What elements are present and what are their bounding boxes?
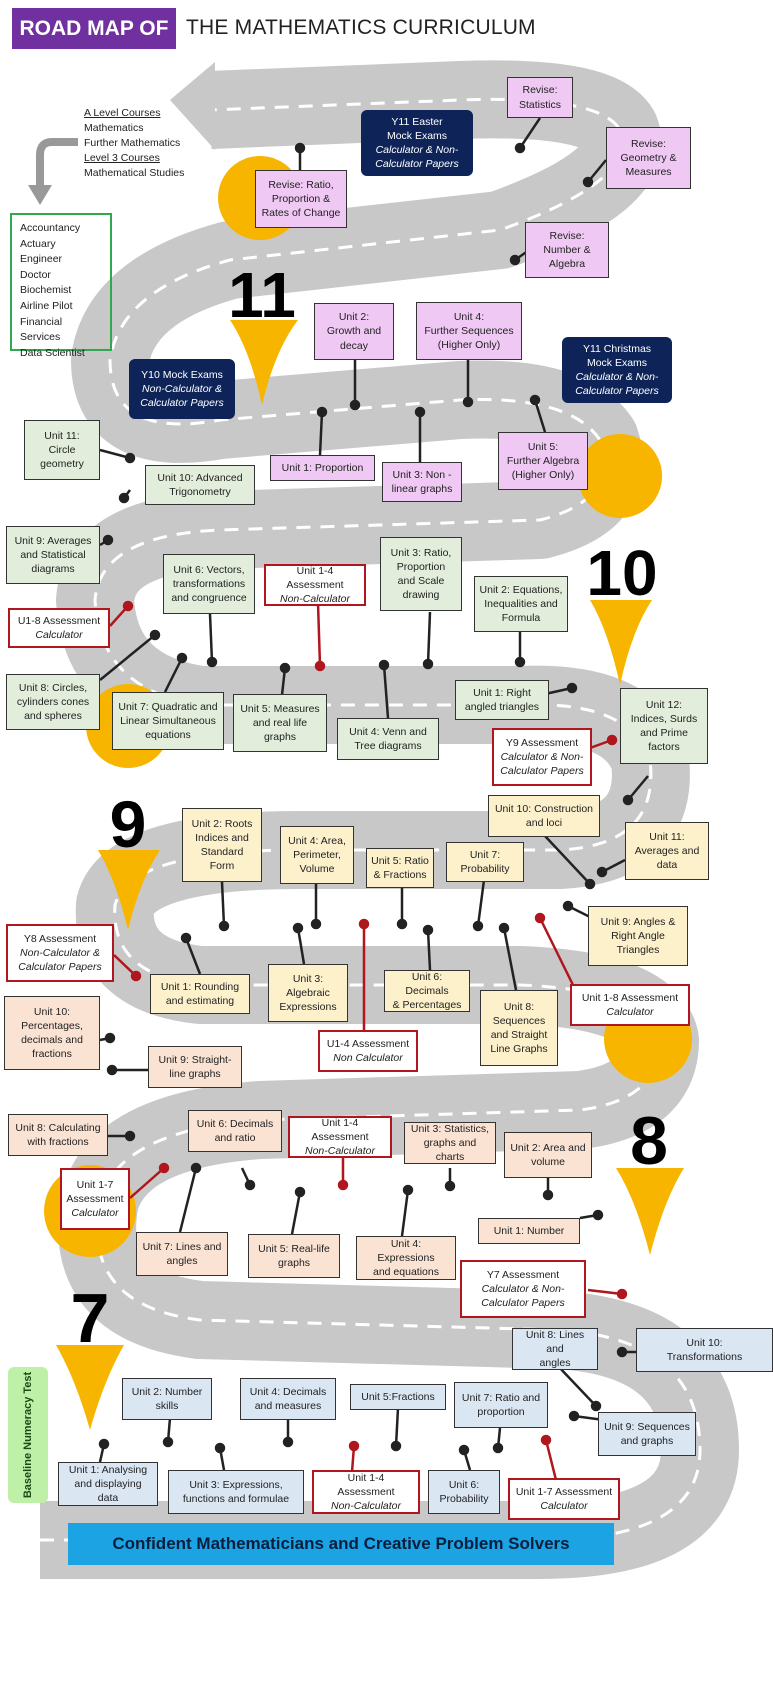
unit-box: Unit 7: Ratio and proportion — [454, 1382, 548, 1428]
year-10-label: 10 — [586, 537, 658, 609]
baseline-test-badge — [8, 1367, 48, 1503]
year-8-label: 8 — [630, 1103, 668, 1179]
assessment-box: Y8 Assessment Non-Calculator & Calculator Papers — [6, 924, 114, 982]
year-7-label: 7 — [70, 1279, 110, 1357]
mock-exam-box: Y11 Christmas Mock Exams Calculator & Non- Calculator Papers — [562, 337, 672, 403]
unit-box: Unit 1: Number — [478, 1218, 580, 1244]
unit-box: Unit 3: Non - linear graphs — [382, 462, 462, 502]
unit-box: Unit 4: Further Sequences (Higher Only) — [416, 302, 522, 360]
unit-box: Revise: Statistics — [507, 77, 573, 118]
career-item: Doctor — [20, 268, 51, 281]
careers-box — [10, 213, 112, 359]
year-11-label: 11 — [228, 259, 296, 331]
unit-box: Unit 2: Area and volume — [504, 1132, 592, 1178]
unit-box: Unit 10: Advanced Trigonometry — [145, 465, 255, 505]
unit-box: Unit 4: Expressions and equations — [356, 1236, 456, 1280]
assessment-box: Unit 1-8 Assessment Calculator — [570, 984, 690, 1026]
unit-box: Unit 4: Decimals and measures — [240, 1378, 336, 1420]
unit-box: Unit 9: Angles & Right Angle Triangles — [588, 906, 688, 966]
assessment-box: Unit 1-7 Assessment Calculator — [60, 1168, 130, 1230]
unit-box: Unit 2: Equations, Inequalities and Formula — [474, 576, 568, 632]
unit-box: Unit 10: Percentages, decimals and fractions — [4, 996, 100, 1070]
unit-box: Unit 7: Lines and angles — [136, 1232, 228, 1276]
unit-box: Unit 10: Construction and loci — [488, 795, 600, 837]
unit-box: Unit 3: Ratio, Proportion and Scale drawing — [380, 537, 462, 611]
baseline-test-label: Baseline Numeracy Test — [22, 1371, 35, 1499]
assessment-box: Unit 1-4 Assessment Non-Calculator — [312, 1470, 420, 1514]
a-level-heading: A Level Courses — [84, 107, 161, 119]
level3-heading: Level 3 Courses — [84, 152, 160, 164]
page-title: THE MATHEMATICS CURRICULUM — [186, 16, 536, 39]
assessment-box: U1-4 Assessment Non Calculator — [318, 1030, 418, 1072]
mock-exam-box: Y11 Easter Mock Exams Calculator & Non- Calculator Papers — [361, 110, 473, 176]
unit-box: Unit 6: Decimals & Percentages — [384, 970, 470, 1012]
unit-box: Unit 7: Probability — [446, 842, 524, 882]
career-item: Accountancy — [20, 222, 81, 234]
unit-box: Revise: Number & Algebra — [525, 222, 609, 278]
course-item: Mathematical Studies — [84, 167, 185, 179]
unit-box: Unit 8: Lines and angles — [512, 1328, 598, 1370]
unit-box: Unit 7: Quadratic and Linear Simultaneous equations — [112, 692, 224, 750]
unit-box: Revise: Ratio, Proportion & Rates of Change — [255, 170, 347, 228]
unit-box: Unit 2: Growth and decay — [314, 303, 394, 360]
unit-box: Unit 6: Probability — [428, 1470, 500, 1514]
assessment-box: Unit 1-4 Assessment Non-Calculator — [288, 1116, 392, 1158]
unit-box: Unit 5:Fractions — [350, 1384, 446, 1410]
assessment-box: Unit 1-7 Assessment Calculator — [508, 1478, 620, 1520]
career-item: Biochemist — [20, 284, 72, 297]
unit-box: Unit 11: Averages and data — [625, 822, 709, 880]
unit-box: Unit 4: Venn and Tree diagrams — [337, 718, 439, 760]
unit-box: Unit 2: Roots Indices and Standard Form — [182, 808, 262, 882]
unit-box: Unit 1: Analysing and displaying data — [58, 1462, 158, 1506]
unit-box: Unit 1: Rounding and estimating — [150, 974, 250, 1014]
assessment-box: Unit 1-4 Assessment Non-Calculator — [264, 564, 366, 606]
unit-box: Unit 1: Proportion — [270, 455, 375, 481]
assessment-box: U1-8 Assessment Calculator — [8, 608, 110, 648]
unit-box: Unit 2: Number skills — [122, 1378, 212, 1420]
course-item: Further Mathematics — [84, 137, 181, 149]
unit-box: Unit 6: Vectors, transformations and congruence — [163, 554, 255, 614]
assessment-box: Y9 Assessment Calculator & Non- Calculator Papers — [492, 728, 592, 786]
unit-box: Revise: Geometry & Measures — [606, 127, 691, 189]
unit-box: Unit 5: Ratio & Fractions — [366, 848, 434, 888]
unit-box: Unit 5: Real-life graphs — [248, 1234, 340, 1278]
unit-box: Unit 11: Circle geometry — [24, 420, 100, 480]
year-9-label: 9 — [109, 787, 147, 861]
career-item: Data Scientist — [20, 346, 85, 359]
career-item: Airline Pilot — [20, 299, 73, 312]
unit-box: Unit 8: Circles, cylinders cones and spheres — [6, 674, 100, 730]
unit-box: Unit 3: Statistics, graphs and charts — [404, 1122, 496, 1164]
assessment-box: Y7 Assessment Calculator & Non- Calculator Papers — [460, 1260, 586, 1318]
header-badge: ROAD MAP OF — [12, 8, 176, 49]
courses-arrow-head — [28, 185, 52, 205]
unit-box: Unit 9: Sequences and graphs — [598, 1412, 696, 1456]
unit-box: Unit 12: Indices, Surds and Prime factors — [620, 688, 708, 764]
mock-exam-box: Y10 Mock Exams Non-Calculator & Calculator Papers — [129, 359, 235, 419]
course-item: Mathematics — [84, 122, 144, 134]
unit-box: Unit 9: Straight- line graphs — [148, 1046, 242, 1088]
unit-box: Unit 5: Measures and real life graphs — [233, 694, 327, 752]
unit-box: Unit 8: Calculating with fractions — [8, 1114, 108, 1156]
unit-box: Unit 3: Algebraic Expressions — [268, 964, 348, 1022]
courses-arrow — [40, 142, 78, 185]
career-item: Actuary — [20, 237, 56, 250]
footer-banner: Confident Mathematicians and Creative Problem Solvers — [68, 1523, 614, 1565]
post-16-courses — [84, 106, 184, 181]
unit-box: Unit 8: Sequences and Straight Line Graphs — [480, 990, 558, 1066]
unit-box: Unit 9: Averages and Statistical diagrams — [6, 526, 100, 584]
unit-box: Unit 5: Further Algebra (Higher Only) — [498, 432, 588, 490]
unit-box: Unit 4: Area, Perimeter, Volume — [280, 826, 354, 884]
career-item: Financial Services — [20, 315, 63, 344]
unit-box: Unit 1: Right angled triangles — [455, 680, 549, 720]
career-item: Engineer — [20, 253, 63, 266]
unit-box: Unit 10: Transformations — [636, 1328, 773, 1372]
unit-box: Unit 3: Expressions, functions and formulae — [168, 1470, 304, 1514]
unit-box: Unit 6: Decimals and ratio — [188, 1110, 282, 1152]
